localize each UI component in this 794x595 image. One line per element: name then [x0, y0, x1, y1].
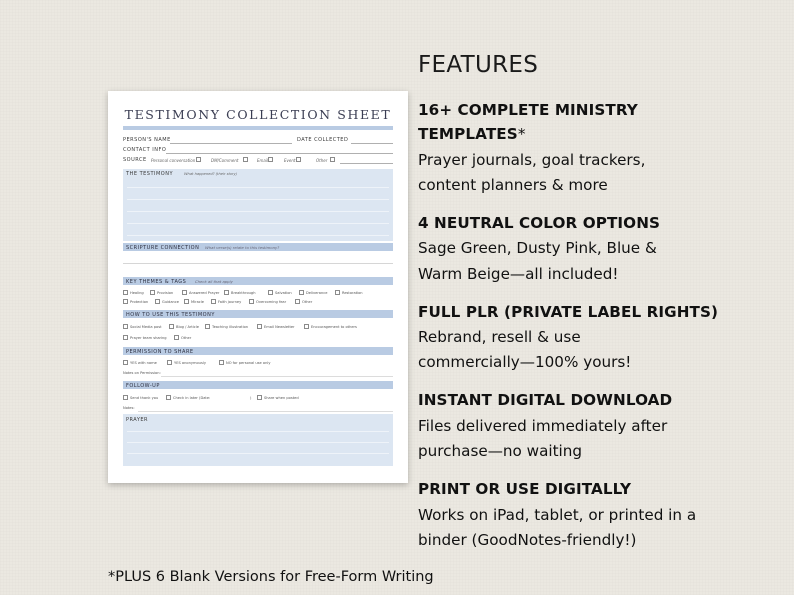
source-other-line: [340, 163, 393, 164]
followup-label: FOLLOW-UP: [126, 382, 160, 389]
scripture-line: [123, 263, 393, 264]
source-opt-3: Email: [257, 158, 269, 163]
permission-notes-line: [161, 376, 393, 377]
prayer-box: [123, 414, 393, 466]
permission-checkbox: [167, 360, 172, 365]
contact-info-label: CONTACT INFO: [123, 147, 167, 153]
theme-restoration: Restoration: [342, 291, 363, 295]
feature-5-line-2: binder (GoodNotes-friendly!): [418, 531, 637, 549]
scripture-hint: What verse(s) relate to this testimony?: [205, 245, 280, 250]
feature-4-line-1: Files delivered immediately after: [418, 417, 668, 435]
use-other: Other: [181, 336, 192, 340]
source-opt-1: Personal conversation: [151, 158, 196, 163]
feature-1-title-2-text: TEMPLATES: [418, 125, 518, 143]
contact-info-line: [166, 153, 393, 154]
use-checkbox: [174, 335, 179, 340]
themes-label: KEY THEMES & TAGS: [126, 278, 187, 285]
theme-checkbox: [123, 299, 128, 304]
theme-miracle: Miracle: [191, 300, 204, 304]
feature-3-title: FULL PLR (PRIVATE LABEL RIGHTS): [418, 303, 719, 321]
theme-checkbox: [150, 290, 155, 295]
use-checkbox: [123, 335, 128, 340]
permission-yes-anon: YES anonymously: [174, 361, 206, 365]
persons-name-label: PERSON'S NAME: [123, 137, 171, 143]
sheet-title: TESTIMONY COLLECTION SHEET: [124, 107, 392, 122]
followup-notes-line: [138, 411, 393, 412]
permission-bar: [123, 347, 393, 355]
feature-2-line-2: Warm Beige—all included!: [418, 265, 619, 283]
use-checkbox: [257, 324, 262, 329]
theme-other: Other: [302, 300, 313, 304]
use-checkbox: [205, 324, 210, 329]
asterisk-mark: *: [517, 125, 526, 143]
theme-deliverance: Deliverance: [306, 291, 328, 295]
theme-checkbox: [224, 290, 229, 295]
prayer-label: PRAYER: [126, 417, 149, 423]
theme-checkbox: [299, 290, 304, 295]
features-heading: FEATURES: [418, 52, 539, 78]
theme-checkbox: [123, 290, 128, 295]
followup-share: Share when posted: [264, 396, 299, 400]
testimony-line: [127, 187, 389, 188]
theme-salvation: Salvation: [275, 291, 292, 295]
theme-provision: Provision: [157, 291, 174, 295]
prayer-line: [127, 453, 389, 454]
followup-checkbox: [257, 395, 262, 400]
feature-1-title-2: [418, 125, 526, 143]
testimony-label: THE TESTIMONY: [126, 171, 174, 177]
feature-2-line-1: Sage Green, Dusty Pink, Blue &: [418, 239, 657, 257]
scripture-label: SCRIPTURE CONNECTION: [126, 244, 200, 251]
theme-protection: Protection: [130, 300, 149, 304]
feature-3-line-1: Rebrand, resell & use: [418, 328, 581, 346]
followup-checkbox: [166, 395, 171, 400]
feature-1-line-1: Prayer journals, goal trackers,: [418, 151, 646, 169]
prayer-line: [127, 442, 389, 443]
source-opt-5: Other: [316, 158, 328, 163]
theme-breakthrough: Breakthrough: [231, 291, 256, 295]
source-checkbox-2: [243, 157, 248, 162]
themes-hint: Check all that apply: [195, 279, 233, 284]
feature-1-title: 16+ COMPLETE MINISTRY: [418, 101, 638, 119]
testimony-box: [123, 169, 393, 241]
theme-checkbox: [211, 299, 216, 304]
source-opt-4: Event: [284, 158, 296, 163]
testimony-sheet-preview: [108, 91, 408, 483]
themes-bar: [123, 277, 393, 285]
use-email: Email Newsletter: [264, 325, 295, 329]
followup-notes-label: Notes:: [123, 406, 135, 410]
source-checkbox-1: [196, 157, 201, 162]
theme-checkbox: [155, 299, 160, 304]
feature-5-line-1: Works on iPad, tablet, or printed in a: [418, 506, 697, 524]
use-checkbox: [123, 324, 128, 329]
testimony-line: [127, 223, 389, 224]
followup-bar: [123, 381, 393, 389]
source-checkbox-3: [268, 157, 273, 162]
feature-5-title: PRINT OR USE DIGITALLY: [418, 480, 632, 498]
theme-healing: Healing: [130, 291, 144, 295]
theme-answered-prayer: Answered Prayer: [189, 291, 220, 295]
use-prayer-team: Prayer team sharing: [130, 336, 167, 340]
theme-checkbox: [182, 290, 187, 295]
use-label: HOW TO USE THIS TESTIMONY: [126, 311, 215, 318]
use-social: Social Media post: [130, 325, 162, 329]
use-teaching: Teaching illustration: [212, 325, 249, 329]
feature-4-title: INSTANT DIGITAL DOWNLOAD: [418, 391, 673, 409]
permission-notes-label: Notes on Permission:: [123, 371, 161, 375]
use-checkbox: [169, 324, 174, 329]
permission-no: NO for personal use only: [226, 361, 271, 365]
permission-label: PERMISSION TO SHARE: [126, 348, 194, 355]
testimony-line: [127, 235, 389, 236]
testimony-hint: What happened? (their story): [184, 171, 238, 176]
theme-checkbox: [295, 299, 300, 304]
feature-1-line-2: content planners & more: [418, 176, 608, 194]
date-collected-label: DATE COLLECTED: [297, 137, 349, 143]
testimony-line: [127, 199, 389, 200]
use-encouragement: Encouragement to others: [311, 325, 357, 329]
testimony-line: [127, 211, 389, 212]
source-checkbox-4: [296, 157, 301, 162]
feature-3-line-2: commercially—100% yours!: [418, 353, 632, 371]
theme-checkbox: [249, 299, 254, 304]
theme-faith-journey: Faith journey: [218, 300, 242, 304]
permission-yes-name: YES with name: [130, 361, 157, 365]
theme-guidance: Guidance: [162, 300, 180, 304]
theme-checkbox: [184, 299, 189, 304]
followup-thank-you: Send thank you: [130, 396, 159, 400]
permission-checkbox: [219, 360, 224, 365]
theme-checkbox: [335, 290, 340, 295]
use-blog: Blog / Article: [176, 325, 199, 329]
followup-paren: ): [250, 396, 252, 400]
followup-checkbox: [123, 395, 128, 400]
theme-checkbox: [268, 290, 273, 295]
prayer-line: [127, 431, 389, 432]
use-checkbox: [304, 324, 309, 329]
source-checkbox-5: [330, 157, 335, 162]
permission-checkbox: [123, 360, 128, 365]
footer-note: *PLUS 6 Blank Versions for Free-Form Writing: [108, 569, 434, 585]
title-rule: [123, 126, 393, 130]
feature-2-title: 4 NEUTRAL COLOR OPTIONS: [418, 214, 661, 232]
persons-name-line: [170, 143, 292, 144]
use-bar: [123, 310, 393, 318]
date-collected-line: [351, 143, 393, 144]
scripture-bar: [123, 243, 393, 251]
source-label: SOURCE: [123, 157, 147, 163]
followup-check-in: Check in later (Date:: [173, 396, 211, 400]
feature-4-line-2: purchase—no waiting: [418, 442, 583, 460]
theme-overcoming-fear: Overcoming fear: [256, 300, 287, 304]
source-opt-2: DM/Comment: [211, 158, 239, 163]
